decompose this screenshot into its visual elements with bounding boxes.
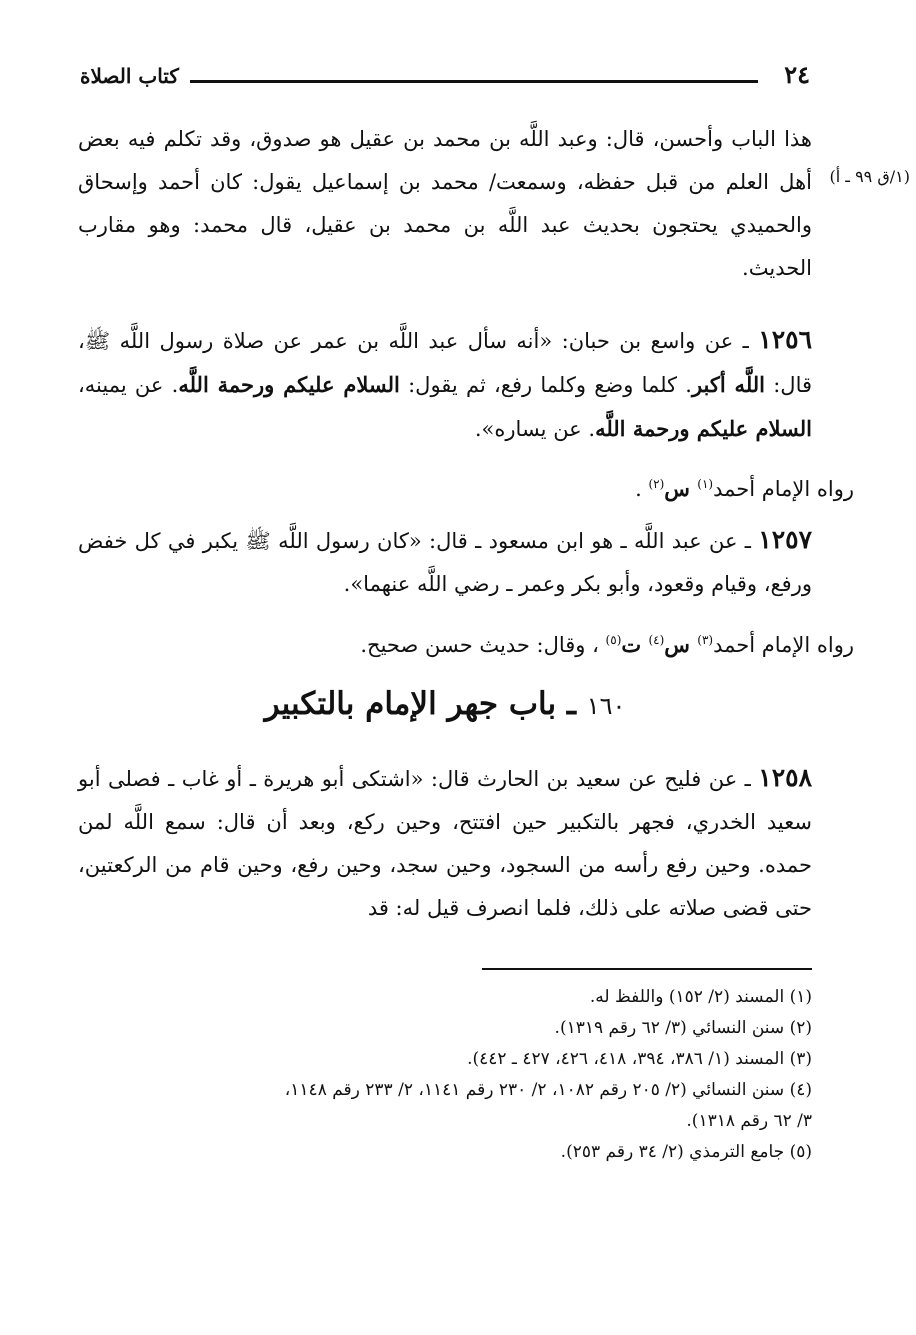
hadith-text: ـ عن عبد اللَّه ـ هو ابن مسعود ـ قال: «كان رسول اللَّه ﷺ يكبر في كل خفض ورفع، وقيام وقعود، وأبو بكر وعمر ـ رضي اللَّه عنهما». bbox=[78, 529, 812, 596]
chapter-title: ـ باب جهر الإمام بالتكبير bbox=[264, 686, 587, 722]
footnote-separator bbox=[482, 968, 812, 970]
page-number: ٢٤ bbox=[784, 60, 810, 89]
footnote-2: (٢) سنن النسائي (٣/ ٦٢ رقم ١٣١٩). bbox=[554, 1018, 812, 1038]
chapter-number: ١٦٠ bbox=[586, 692, 626, 720]
footnote-1: (١) المسند (٢/ ١٥٢) واللفظ له. bbox=[589, 987, 812, 1007]
chapter-heading bbox=[78, 686, 812, 722]
footnote-4-continued: ٣/ ٦٢ رقم ١٣١٨). bbox=[686, 1111, 812, 1131]
source-text: رواه الإمام أحمد bbox=[713, 477, 854, 501]
intro-paragraph: هذا الباب وأحسن، قال: وعبد اللَّه بن محمد بن عقيل هو صدوق، وقد تكلم فيه بعض أهل العلم من قبل حفظه، وسمعت/ محمد بن إسماعيل يقول: كان أحمد وإسحاق والحميدي يحتجون بحديث عبد اللَّه بن محمد بن عقيل، قال محمد: وهو مقارب الحديث. bbox=[78, 127, 812, 280]
hadith-number: ١٢٥٦ bbox=[758, 325, 812, 354]
source-sign: س bbox=[664, 476, 698, 501]
footnote-4: (٤) سنن النسائي (٢/ ٢٠٥ رقم ١٠٨٢، ٢/ ٢٣٠ رقم ١١٤١، ٢/ ٢٣٣ رقم ١١٤٨، bbox=[284, 1080, 812, 1100]
hadith-number: ١٢٥٧ bbox=[758, 525, 812, 554]
margin-manuscript-note: (١/ق ٩٩ ـ أ) bbox=[829, 167, 910, 186]
footnote-ref: (٥) bbox=[605, 633, 622, 647]
hadith-1257 bbox=[78, 518, 812, 606]
hadith-text: . عن يساره». bbox=[474, 417, 596, 441]
footnote-ref: (٤) bbox=[648, 633, 665, 647]
source-text: رواه الإمام أحمد bbox=[713, 633, 854, 657]
hadith-text: ـ عن فليح عن سعيد بن الحارث قال: «اشتكى أبو هريرة ـ أو غاب ـ فصلى أبو سعيد الخدري، فجهر بالتكبير حين افتتح، وحين ركع، وبعد أن قال: سمع اللَّه لمن حمده. وحين رفع رأسه من السجود، وحين سجد، وحين رفع، وحين قام من الركعتين، حتى قضى صلاته على ذلك، فلما انصرف قيل له: قد bbox=[78, 767, 812, 920]
running-title: كتاب الصلاة bbox=[80, 64, 179, 88]
hadith-text: . كلما وضع وكلما رفع، ثم يقول: bbox=[399, 373, 692, 397]
hadith-bold-phrase: اللَّه أكبر bbox=[691, 372, 766, 397]
footnote-3: (٣) المسند (١/ ٣٨٦، ٣٩٤، ٤١٨، ٤٢٦، ٤٢٧ ـ ٤٤٢). bbox=[467, 1049, 812, 1069]
page-header bbox=[80, 60, 810, 96]
source-end: . bbox=[635, 477, 649, 501]
source-sign: ت bbox=[621, 632, 649, 657]
source-end: ، وقال: حديث حسن صحيح. bbox=[360, 633, 606, 657]
hadith-bold-phrase: السلام عليكم ورحمة اللَّه bbox=[595, 416, 812, 441]
footnotes bbox=[78, 982, 812, 1168]
footnote-ref: (١) bbox=[697, 477, 714, 491]
hadith-number: ١٢٥٨ bbox=[758, 763, 812, 792]
source-line-1257 bbox=[360, 620, 854, 665]
hadith-text: ـ عن واسع بن حبان: «أنه سأل عبد اللَّه بن عمر عن صلاة رسول اللَّه ﷺ، قال: bbox=[78, 329, 813, 397]
hadith-bold-phrase: السلام عليكم ورحمة اللَّه bbox=[178, 372, 400, 397]
footnote-5: (٥) جامع الترمذي (٢/ ٣٤ رقم ٢٥٣). bbox=[560, 1142, 812, 1162]
hadith-1258 bbox=[78, 756, 812, 930]
hadith-text: . عن يمينه، bbox=[78, 373, 179, 397]
source-line-1256 bbox=[635, 464, 854, 509]
source-sign: س bbox=[664, 632, 698, 657]
hadith-1256 bbox=[78, 318, 812, 451]
footnote-ref: (٣) bbox=[697, 633, 714, 647]
header-rule bbox=[190, 80, 758, 83]
footnote-ref: (٢) bbox=[648, 477, 665, 491]
